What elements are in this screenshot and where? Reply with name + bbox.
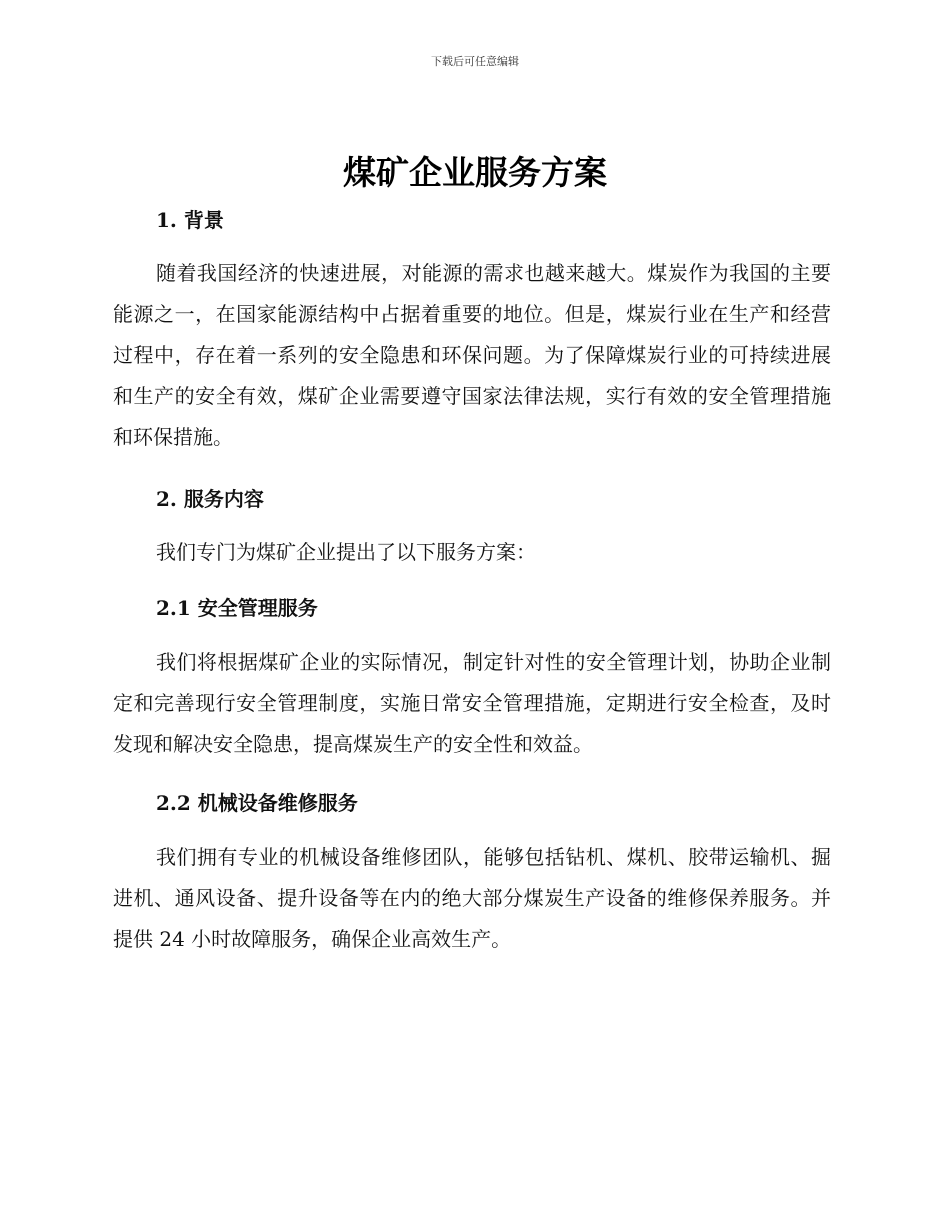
document-title: 煤矿企业服务方案 (343, 153, 607, 192)
section-paragraph-service-content: 我们专门为煤矿企业提出了以下服务方案： (156, 540, 536, 564)
section-paragraph-background: 随着我国经济的快速进展，对能源的需求也越来越大。煤炭作为我国的主要能源之一，在国家能源结构中占据着重要的地位。但是，煤炭行业在生产和经营过程中，存在着一系列的安全隐患和环保问题。为了保障煤炭行业的可持续进展和生产的安全有效，煤矿企业需要遵守国家法律法规，实行有效的安全管理措施和环保措施。 (113, 261, 831, 449)
section-heading-equipment-maintenance: 2.2 机械设备维修服务 (156, 791, 358, 815)
section-paragraph-safety-management: 我们将根据煤矿企业的实际情况，制定针对性的安全管理计划，协助企业制定和完善现行安全管理制度，实施日常安全管理措施，定期进行安全检查，及时发现和解决安全隐患，提高煤炭生产的安全性和效益。 (113, 650, 831, 756)
header-note: 下载后可任意编辑 (431, 55, 519, 68)
section-heading-safety-management: 2.1 安全管理服务 (156, 596, 318, 620)
section-heading-service-content: 2. 服务内容 (156, 487, 264, 511)
section-paragraph-equipment-maintenance: 我们拥有专业的机械设备维修团队，能够包括钻机、煤机、胶带运输机、掘进机、通风设备、提升设备等在内的绝大部分煤炭生产设备的维修保养服务。并提供 24 小时故障服务，确保企业高效生产。 (113, 845, 831, 951)
section-heading-background: 1. 背景 (156, 208, 224, 232)
